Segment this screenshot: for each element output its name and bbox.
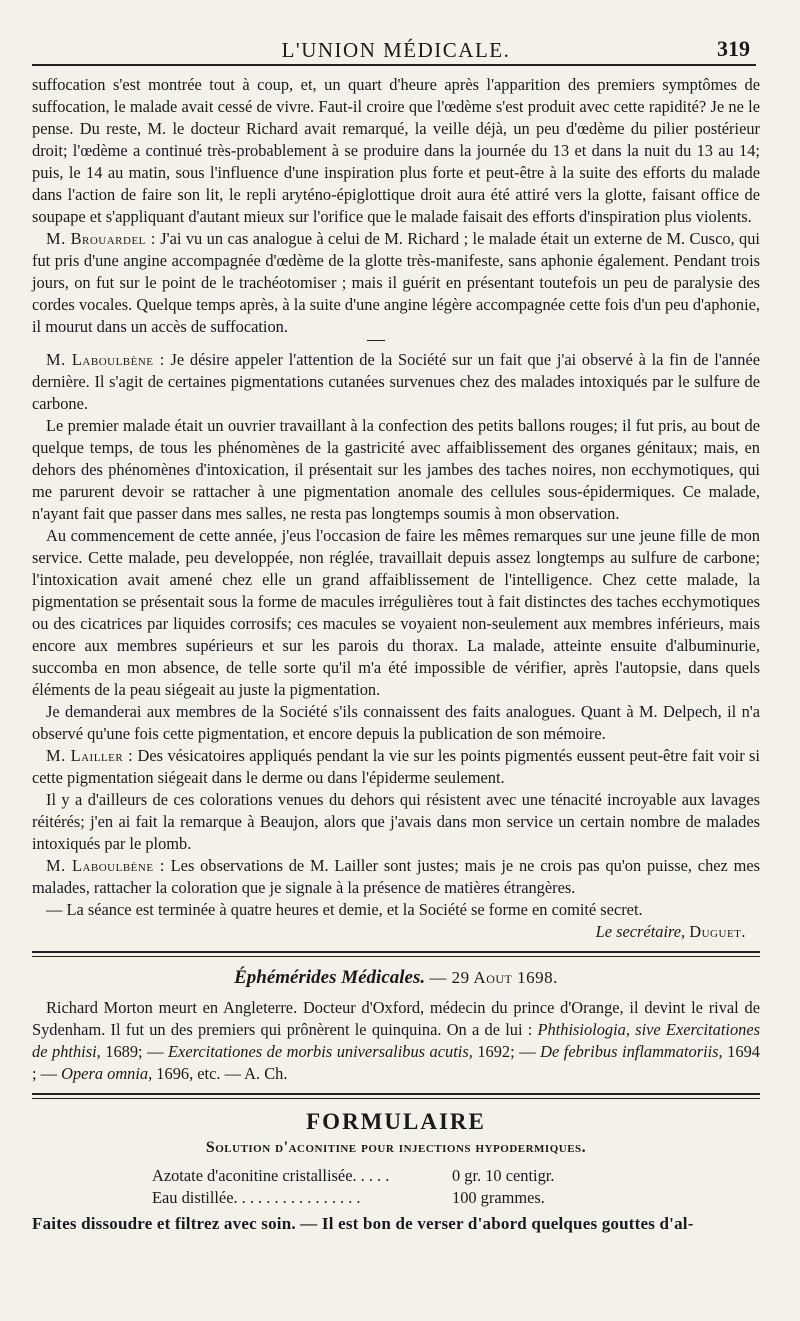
ephemerides-entry [32,997,760,1085]
formula-row [32,1187,760,1209]
paragraph-brouardel [32,228,760,338]
ephem-work-3: De febribus inflammatoriis, [540,1042,723,1061]
ephemerides-title: Éphémérides Médicales. [234,967,426,988]
paragraph-second-patient: Au commencement de cette année, j'eus l'occasion de faire les mêmes remarques sur une jeune fille de mon service. Cette malade, peu developpée, non réglée, travaillait depuis assez longtemps au sulfure de carbone; l'intoxication avait amené chez elle un grand affaiblissement de l'intelligence. Chez cette malade, la pigmentation se présentait sous la forme de macules irrégulières tout à fait distinctes des taches ecchymotiques ou des cicatrices par liquides corrosifs; ces macules se voyaient non-seulement aux membres inférieurs, mais encore aux membres supérieurs et sur les parois du thorax. La malade, atteinte ensuite d'albuminurie, succomba en mon absence, de telle sorte qu'il m'a été impossible de vérifier, après l'autopsie, dans quels éléments de la peau siégeait au juste la pigmentation. [32,526,760,699]
formula-item: Eau distillée. . . . . . . . . . . . . . . . [152,1188,361,1207]
running-head [32,30,760,64]
formula-row [32,1165,760,1187]
speaker-text: Les observations de M. Lailler sont justes; mais je ne crois pas qu'on puisse, chez mes malades, rattacher la coloration que je signale à la présence de matières étrangères. [32,856,760,897]
paragraph-laboulbene-1 [32,349,760,415]
signature-name: Duguet. [689,922,746,941]
ephem-text-1: Richard Morton meurt en Angleterre. Docteur d'Oxford, médecin du prince d'Orange, il devint le rival de Sydenham. Il fut un des premiers qui prônèrent le quinquina. On a de lui : [32,998,760,1039]
ephemerides-text [32,997,760,1085]
speaker-text: Je désire appeler l'attention de la Société sur un fait que j'ai observé à la fin de l'année dernière. Il s'agit de certaines pigmentations cutanées survenues chez des malades intoxiqués par le sulfure de carbone. [32,350,760,413]
section-divider [32,1093,760,1099]
speaker-name: M. Lailler : [46,746,134,765]
paragraph-colorations: Il y a d'ailleurs de ces colorations venues du dehors qui résistent avec une ténacité incroyable aux lavages réitérés; j'en ai fait la remarque à Beaujon, alors que j'avais dans mon service un certain nombre de malades intoxiqués par le plomb. [32,790,760,853]
formulaire-subtitle: Solution d'aconitine pour injections hypodermiques. [205,1139,587,1156]
page-number: 319 [717,36,750,61]
speaker-text: J'ai vu un cas analogue à celui de M. Richard ; le malade était un externe de M. Cusco, qui fut pris d'une angine accompagnée d'œdème de la glotte très-manifeste, sans aphonie également. Pendant trois jours, on fut sur le point de le trachéotomiser ; mais il guérit en présentant toutefois un peu de paralysie des cordes vocales. Quelque temps après, à la suite d'une angine légère accompagnée cette fois d'un peu d'aphonie, il mourut dans un accès de suffocation. [32,229,760,336]
speaker-name: M. Laboulbène : [46,856,165,875]
ephem-text-2: 1689; — [100,1042,169,1061]
formula-instruction: Faites dissoudre et filtrez avec soin. — Il est bon de verser d'abord quelques gouttes d'al- [32,1214,694,1233]
formulaire-title: FORMULAIRE [306,1109,486,1134]
speaker-name: M. Brouardel : [46,229,156,248]
formula-item: Azotate d'aconitine cristallisée. . . . . [152,1166,390,1185]
formula-quantity: 100 grammes. [452,1188,545,1207]
ephemerides-heading [32,967,760,989]
speaker-text: Des vésicatoires appliqués pendant la vie sur les points pigmentés eussent peut-être fait voir si cette pigmentation siégeait dans le derme ou dans l'épiderme seulement. [32,746,760,787]
paragraph-closing: — La séance est terminée à quatre heures et demie, et la Société se forme en comité secret. [46,900,643,919]
society-proceedings [32,74,760,943]
paragraph-suffocation: suffocation s'est montrée tout à coup, et, un quart d'heure après l'apparition des premiers symptômes de suffocation, le malade avait cessé de vivre. Faut-il croire que l'œdème s'est produit avec cette rapidité? Je ne le pense. Du reste, M. le docteur Richard avait remarqué, la veille déjà, un peu d'œdème du pilier postérieur droit; l'œdème a continué très-probablement à se produire dans la journée du 13 et dans la nuit du 13 au 14; puis, le 14 au matin, sous l'influence d'une inspiration plus forte et peut-être à la suite des efforts du malade dans l'action de faire son lit, le repli aryténo-épiglottique droit aura été attiré vers la glotte, faisant office de soupape et s'appliquant d'autant mieux sur l'orifice que le malade faisait des efforts d'inspiration plus violents. [32,75,760,226]
paragraph-lailler [32,745,760,789]
formula-quantity: 0 gr. 10 centigr. [452,1166,555,1185]
ephem-text-4: 1694 ; — [32,1042,760,1083]
section-divider [32,951,760,957]
ephem-work-2: Exercitationes de morbis universalibus acutis, [168,1042,473,1061]
ephem-text-3: 1692; — [472,1042,541,1061]
speaker-name: M. Laboulbène : [46,350,165,369]
paragraph-laboulbene-2 [32,855,760,899]
paragraph-question: Je demanderai aux membres de la Société s'ils connaissent des faits analogues. Quant à M. Delpech, il n'a observé qu'une fois cette pigmentation, et encore depuis la publication de son mémoire. [32,702,760,743]
signature [32,921,760,943]
ephem-text-5: 1696, etc. — A. Ch. [152,1064,288,1083]
header-rule [32,64,756,66]
running-title: L'UNION MÉDICALE. [281,38,511,62]
ephemerides-date: — 29 Aout 1698. [429,968,558,987]
ephem-work-1: Phthisiologia, sive Exercitationes de phthisi, [32,1020,760,1061]
separator-rule [367,340,385,341]
ephem-work-4: Opera omnia, [61,1064,153,1083]
signature-label: Le secrétaire, [595,922,686,941]
paragraph-first-patient: Le premier malade était un ouvrier travaillant à la confection des petits ballons rouges; il fut pris, au bout de quelque temps, de tous les phénomènes de la gastricité avec affaiblissement des organes génitaux; mais, en dehors des phénomènes d'intoxication, il présentait sur les jambes des taches noires, non ecchymotiques, qui me parurent devoir se rattacher à une pigmentation anomale des cellules sous-épidermiques. Ce malade, n'ayant fait que passer dans mes salles, ne resta pas longtemps soumis à mon observation. [32,416,760,523]
